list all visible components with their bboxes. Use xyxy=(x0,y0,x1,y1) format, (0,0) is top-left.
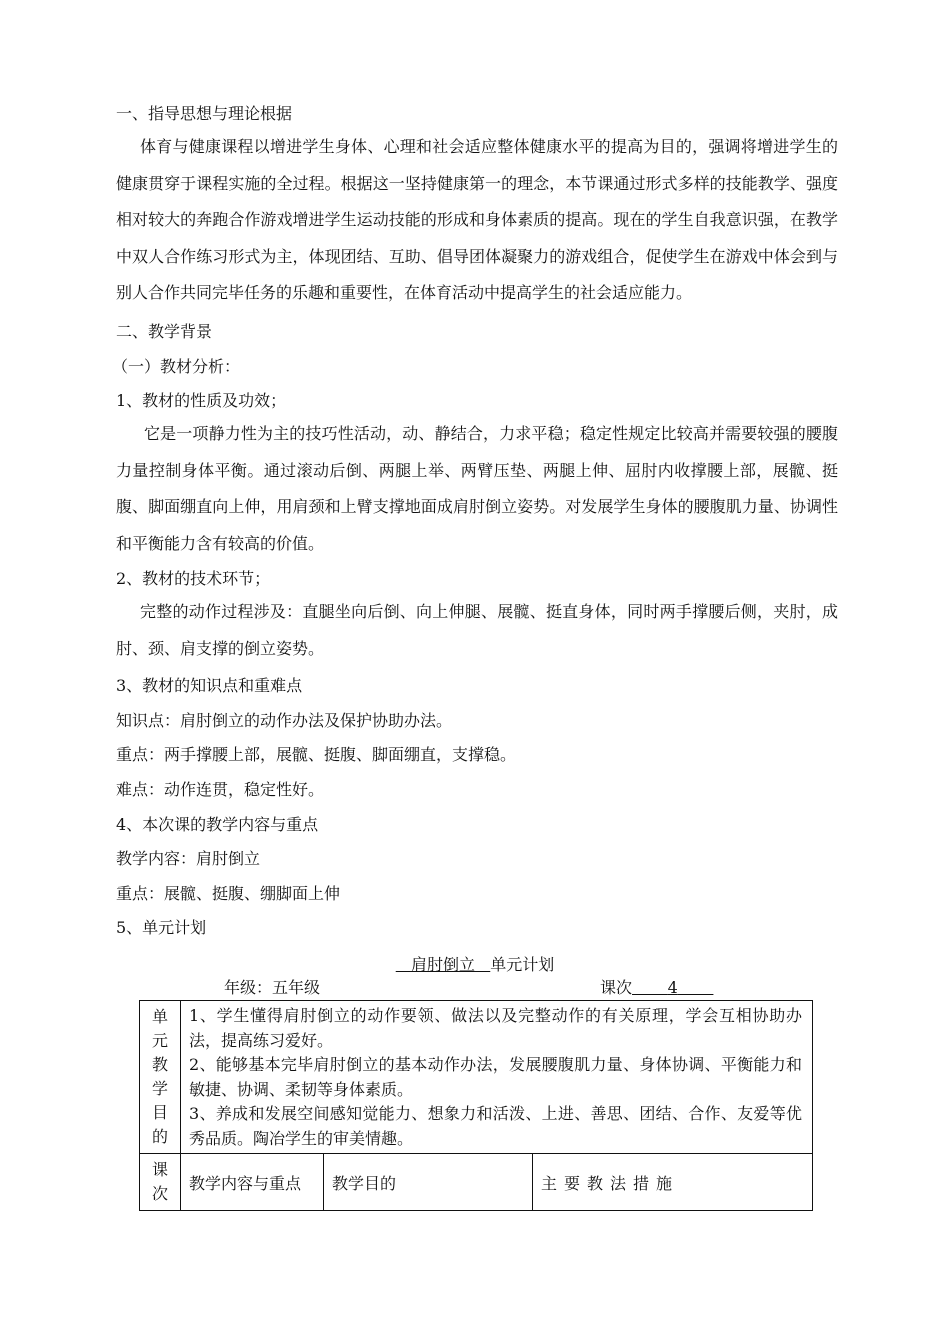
table-header-row xyxy=(140,1154,813,1211)
knowledge-point: 知识点：肩肘倒立的动作办法及保护协助办法。 xyxy=(116,711,453,730)
item-technical-links: 2、教材的技术环节； xyxy=(116,569,271,588)
unit-plan-title-rest: 单元计划 xyxy=(490,955,555,974)
heading-teaching-background: 二、教学背景 xyxy=(116,322,213,341)
unit-plan-topic: 肩肘倒立 xyxy=(410,955,475,974)
column-teaching-methods: 主要教法措施 xyxy=(533,1154,813,1211)
unit-goals-label: 单 元 教 学 目 的 xyxy=(140,1001,181,1154)
unit-goals-row xyxy=(140,1001,813,1154)
lesson-key-point: 重点：展髋、挺腹、绷脚面上伸 xyxy=(116,884,341,903)
unit-goal-3: 3、养成和发展空间感知觉能力、想象力和活泼、上进、善思、团结、合作、友爱等优秀品质。陶冶学生的审美情趣。 xyxy=(189,1104,802,1148)
unit-goal-1: 1、学生懂得肩肘倒立的动作要领、做法以及完整动作的有关原理，学会互相协助办法，提高练习爱好。 xyxy=(189,1006,802,1050)
column-content-key: 教学内容与重点 xyxy=(181,1154,324,1211)
unit-plan-table xyxy=(139,1000,813,1211)
heading-guiding-ideas: 一、指导思想与理论根据 xyxy=(116,104,293,123)
guiding-paragraph: 体育与健康课程以增进学生身体、心理和社会适应整体健康水平的提高为目的，强调将增进学生的健康贯穿于课程实施的全过程。根据这一坚持健康第一的理念，本节课通过形式多样的技能教学、强度相对较大的奔跑合作游戏增进学生运动技能的形成和身体素质的提高。现在的学生自我意识强，在教学中双人合作练习形式为主，体现团结、互助、倡导团体凝聚力的游戏组合，促使学生在游戏中体会到与别人合作共同完毕任务的乐趣和重要性，在体育活动中提高学生的社会适应能力。 xyxy=(116,137,838,302)
lesson-count-value: 4 xyxy=(667,978,678,997)
subheading-material-analysis: （一）教材分析： xyxy=(112,357,241,376)
unit-goals-content xyxy=(181,1001,813,1154)
column-teaching-goal: 教学目的 xyxy=(324,1154,533,1211)
grade-label: 年级：五年级 xyxy=(224,978,321,997)
key-point: 重点：两手撑腰上部，展髋、挺腹、脚面绷直，支撑稳。 xyxy=(116,745,517,764)
item-unit-plan: 5、单元计划 xyxy=(116,918,207,937)
item-knowledge-difficulty: 3、教材的知识点和重难点 xyxy=(116,676,303,695)
lesson-content: 教学内容：肩肘倒立 xyxy=(116,849,261,868)
unit-goal-2: 2、能够基本完毕肩肘倒立的基本动作办法，发展腰腹肌力量、身体协调、平衡能力和敏捷、协调、柔韧等身体素质。 xyxy=(189,1055,802,1099)
unit-plan-title xyxy=(0,954,950,976)
lesson-count-label: 课次 xyxy=(600,978,633,997)
item-nature-function: 1、教材的性质及功效； xyxy=(116,391,287,410)
technical-links-paragraph: 完整的动作过程涉及：直腿坐向后倒、向上伸腿、展髋、挺直身体，同时两手撑腰后侧，夹肘，成肘、颈、肩支撑的倒立姿势。 xyxy=(116,602,838,658)
item-lesson-content: 4、本次课的教学内容与重点 xyxy=(116,815,319,834)
lesson-count xyxy=(600,977,713,999)
difficulty-point: 难点：动作连贯，稳定性好。 xyxy=(116,780,325,799)
nature-function-paragraph: 它是一项静力性为主的技巧性活动，动、静结合，力求平稳；稳定性规定比较高并需要较强的腰腹力量控制身体平衡。通过滚动后倒、两腿上举、两臂压垫、两腿上伸、屈肘内收撑腰上部，展髋、挺腹、脚面绷直向上伸，用肩颈和上臂支撑地面成肩肘倒立姿势。对发展学生身体的腰腹肌力量、协调性和平衡能力含有较高的价值。 xyxy=(116,424,838,553)
lesson-column-label: 课 次 xyxy=(140,1154,181,1211)
